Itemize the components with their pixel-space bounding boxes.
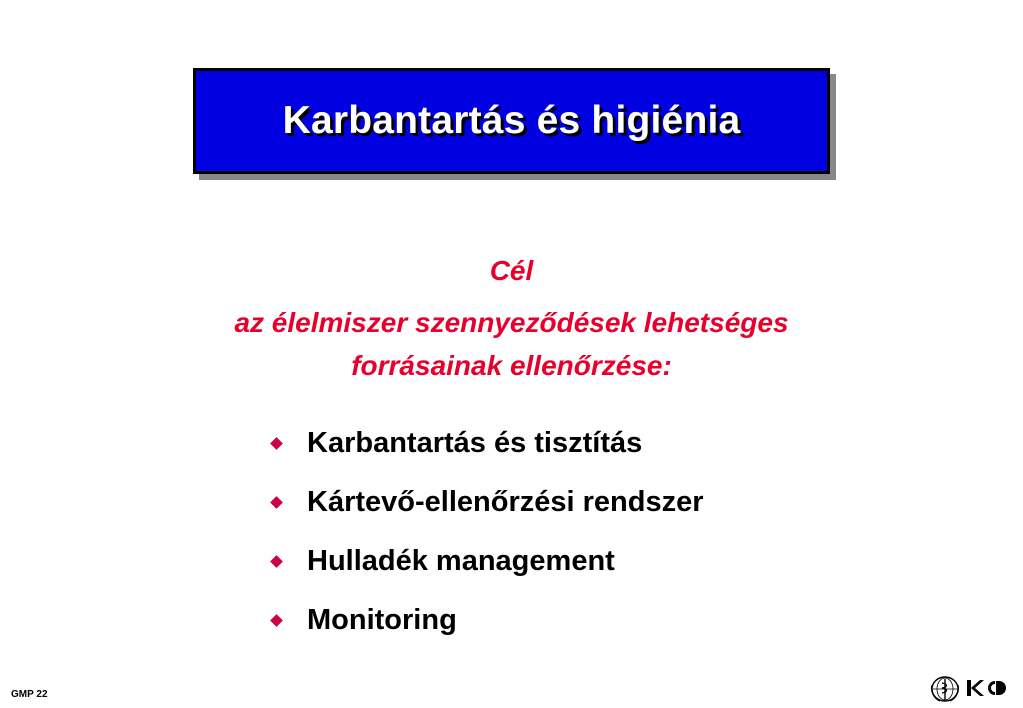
bullet-item bbox=[270, 591, 703, 650]
goal-description-line2: forrásainak ellenőrzése: bbox=[351, 350, 672, 381]
who-emblem-icon bbox=[930, 675, 960, 703]
kcd-logo-icon bbox=[966, 677, 1006, 699]
bullet-text: Kártevő-ellenőrzési rendszer bbox=[307, 486, 704, 518]
diamond-bullet-icon bbox=[270, 555, 283, 568]
goal-heading: Cél bbox=[489, 255, 534, 286]
diamond-bullet-icon bbox=[270, 437, 283, 450]
bullet-item bbox=[270, 532, 703, 591]
bullet-item bbox=[270, 414, 703, 473]
goal-description-line1: az élelmiszer szennyeződések lehetséges bbox=[234, 307, 789, 338]
bullet-text: Hulladék management bbox=[307, 545, 615, 577]
diamond-bullet-icon bbox=[270, 614, 283, 627]
bullet-item bbox=[270, 473, 703, 532]
bullet-list bbox=[270, 414, 703, 650]
bullet-text: Karbantartás és tisztítás bbox=[307, 427, 643, 459]
diamond-bullet-icon bbox=[270, 496, 283, 509]
slide-title: Karbantartás és higiénia bbox=[282, 99, 741, 142]
bullet-text: Monitoring bbox=[307, 604, 457, 636]
slide-number-label: GMP 22 bbox=[11, 689, 48, 700]
title-box bbox=[193, 68, 830, 174]
